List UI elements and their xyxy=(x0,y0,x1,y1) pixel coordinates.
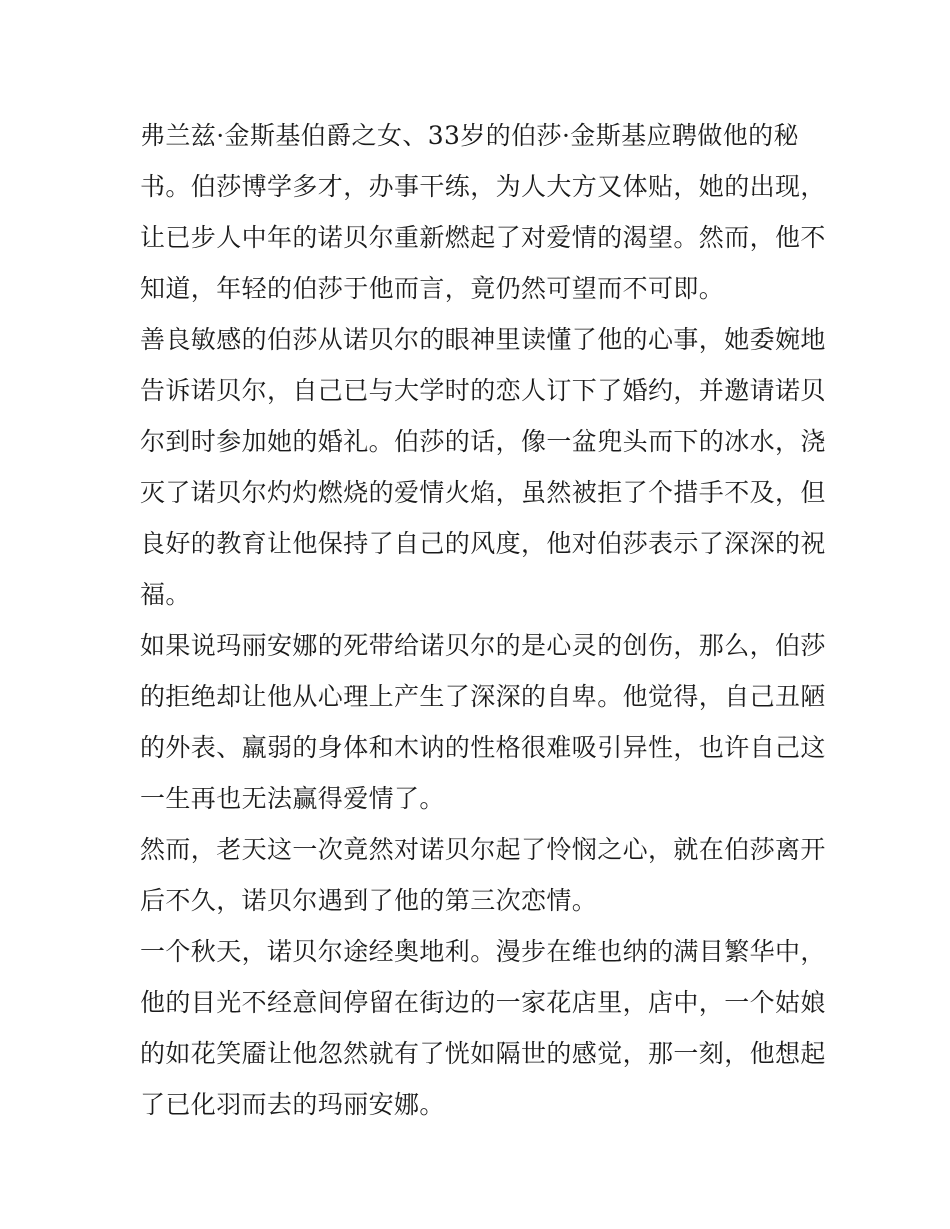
text-line: 他的目光不经意间停留在街边的一家花店里，店中，一个姑娘 xyxy=(140,988,826,1017)
text-line: 知道，年轻的伯莎于他而言，竟仍然可望而不可即。 xyxy=(140,274,725,303)
document-body xyxy=(140,110,826,1130)
text-line: 灭了诺贝尔灼灼燃烧的爱情火焰，虽然被拒了个措手不及，但 xyxy=(140,478,826,507)
text-line: 了已化羽而去的玛丽安娜。 xyxy=(140,1090,445,1119)
text-line: 让已步人中年的诺贝尔重新燃起了对爱情的渴望。然而，他不 xyxy=(140,223,826,252)
text-line: 一生再也无法赢得爱情了。 xyxy=(140,784,445,813)
text-line: 书。伯莎博学多才，办事干练，为人大方又体贴，她的出现， xyxy=(140,172,826,201)
text-line: 告诉诺贝尔，自己已与大学时的恋人订下了婚约，并邀请诺贝 xyxy=(140,376,826,405)
text-line: 尔到时参加她的婚礼。伯莎的话，像一盆兜头而下的冰水，浇 xyxy=(140,427,826,456)
text-line: 良好的教育让他保持了自己的风度，他对伯莎表示了深深的祝 xyxy=(140,529,826,558)
text-line: 善良敏感的伯莎从诺贝尔的眼神里读懂了他的心事，她委婉地 xyxy=(140,325,826,354)
text-line: 后不久，诺贝尔遇到了他的第三次恋情。 xyxy=(140,886,598,915)
text-line: 的外表、羸弱的身体和木讷的性格很难吸引异性，也许自己这 xyxy=(140,733,826,762)
text-line: 然而，老天这一次竟然对诺贝尔起了怜悯之心，就在伯莎离开 xyxy=(140,835,826,864)
text-line: 一个秋天，诺贝尔途经奥地利。漫步在维也纳的满目繁华中， xyxy=(140,937,826,966)
text-line: 福。 xyxy=(140,580,191,609)
text-line: 如果说玛丽安娜的死带给诺贝尔的是心灵的创伤，那么，伯莎 xyxy=(140,631,826,660)
text-line: 的拒绝却让他从心理上产生了深深的自卑。他觉得，自己丑陋 xyxy=(140,682,826,711)
text-line: 弗兰兹·金斯基伯爵之女、33岁的伯莎·金斯基应聘做他的秘 xyxy=(140,121,799,150)
text-line: 的如花笑靥让他忽然就有了恍如隔世的感觉，那一刻，他想起 xyxy=(140,1039,826,1068)
